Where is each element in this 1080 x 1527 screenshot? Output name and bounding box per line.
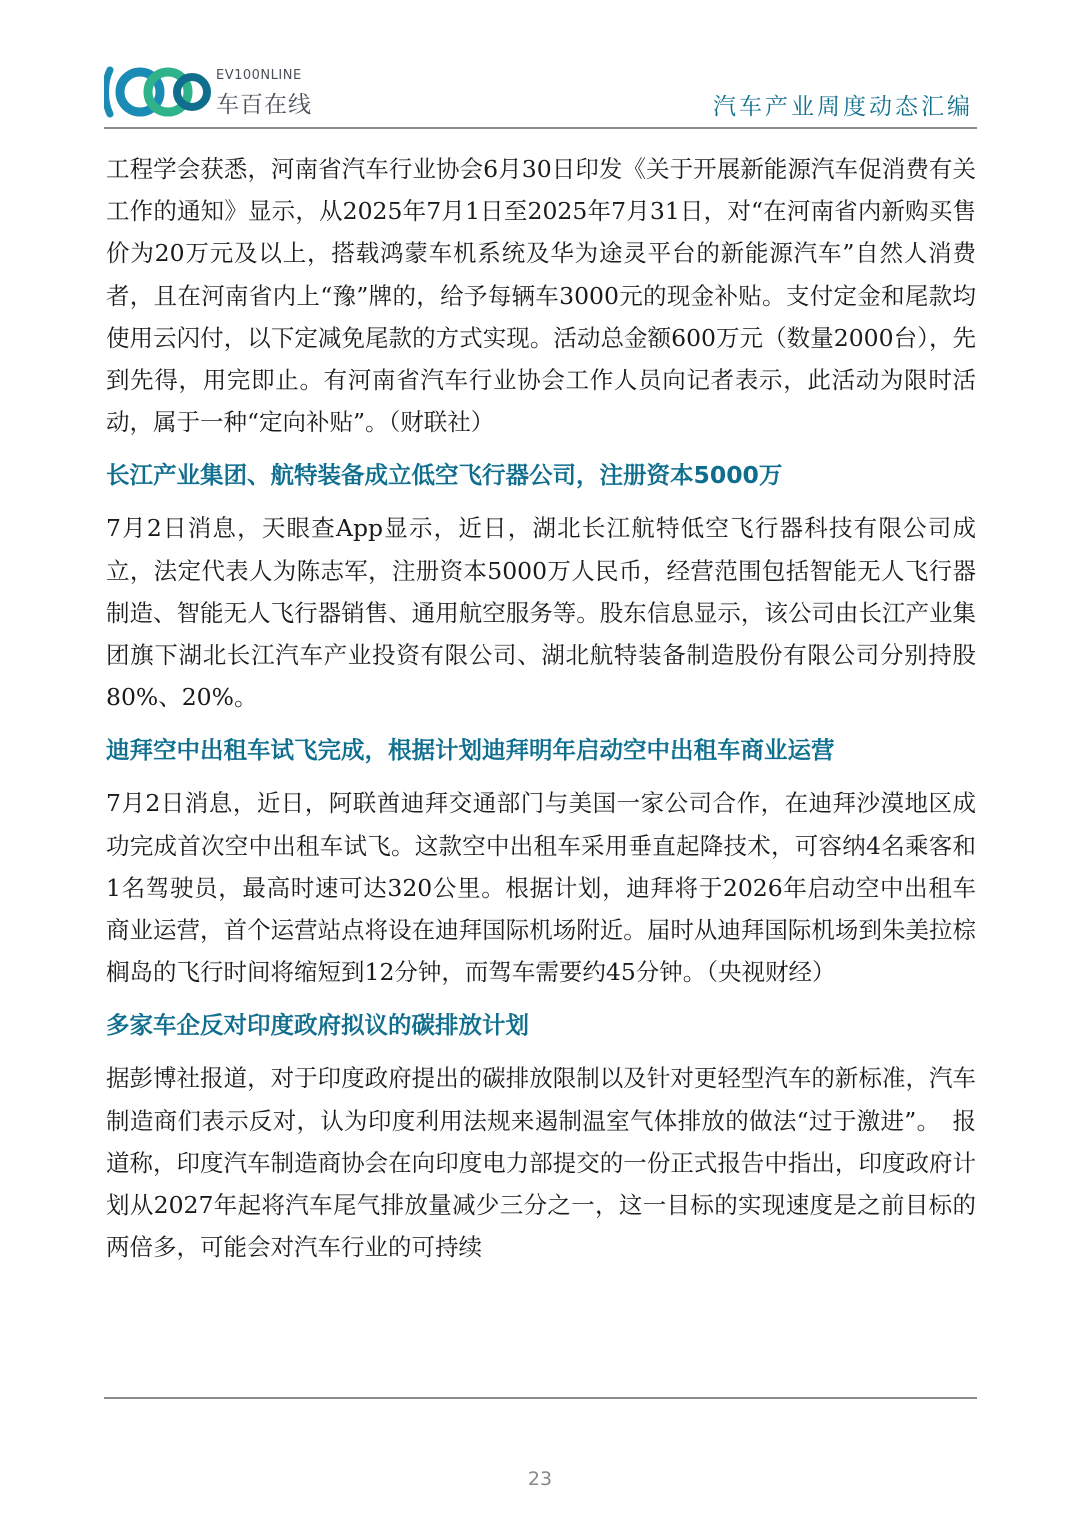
article-body: 7月2日消息，近日，阿联酋迪拜交通部门与美国一家公司合作，在迪拜沙漠地区成功完成首次空中出租车试飞。这款空中出租车采用垂直起降技术，可容纳4名乘客和1名驾驶员，最高时速可达320公里。根据计划，迪拜将于2026年启动空中出租车商业运营，首个运营站点将设在迪拜国际机场附近。届时从迪拜国际机场到朱美拉棕榈岛的飞行时间将缩短到12分钟，而驾车需要约45分钟。（央视财经） bbox=[106, 789, 976, 987]
article-body: 工程学会获悉，河南省汽车行业协会6月30日印发《关于开展新能源汽车促消费有关工作的通知》显示，从2025年7月1日至2025年7月31日，对“在河南省内新购买售价为20万元及以上，搭载鸿蒙车机系统及华为途灵平台的新能源汽车”自然人消费者，且在河南省内上“豫”牌的，给予每辆车3000元的现金补贴。支付定金和尾款均使用云闪付，以下定减免尾款的方式实现。活动总金额600万元（数量2000台），先到先得，用完即止。有河南省汽车行业协会工作人员向记者表示，此活动为限时活动，属于一种“定向补贴”。（财联社） bbox=[106, 155, 976, 437]
article-heading: 长江产业集团、航特装备成立低空飞行器公司，注册资本5000万 bbox=[106, 461, 783, 490]
logo-icon bbox=[104, 62, 214, 122]
article-body: 据彭博社报道，对于印度政府提出的碳排放限制以及针对更轻型汽车的新标准，汽车制造商们表示反对，认为印度利用法规来遏制温室气体排放的做法“过于激进”。 报道称，印度汽车制造商协会在向印度电力部提交的一份正式报告中指出，印度政府计划从2027年起将汽车尾气排放量减少三分之一，这一目标的实现速度是之前目标的两倍多，可能会对汽车行业的可持续 bbox=[106, 1064, 976, 1262]
logo-text-en: EV100NLINE bbox=[216, 68, 302, 83]
page-header bbox=[104, 62, 977, 128]
article-heading: 多家车企反对印度政府拟议的碳排放计划 bbox=[106, 1011, 529, 1040]
footer-divider bbox=[104, 1397, 977, 1399]
article-body: 7月2日消息，天眼查App显示，近日，湖北长江航特低空飞行器科技有限公司成立，法定代表人为陈志军，注册资本5000万人民币，经营范围包括智能无人飞行器制造、智能无人飞行器销售、通用航空服务等。股东信息显示，该公司由长江产业集团旗下湖北长江汽车产业投资有限公司、湖北航特装备制造股份有限公司分别持股80%、20%。 bbox=[106, 514, 976, 712]
ev100-logo bbox=[104, 62, 324, 122]
logo-text-cn: 车百在线 bbox=[216, 92, 312, 118]
document-title: 汽车产业周度动态汇编 bbox=[713, 94, 973, 120]
header-divider bbox=[104, 127, 977, 129]
article-heading: 迪拜空中出租车试飞完成，根据计划迪拜明年启动空中出租车商业运营 bbox=[106, 736, 835, 765]
main-content bbox=[106, 148, 976, 1268]
page-number: 23 bbox=[527, 1468, 553, 1490]
